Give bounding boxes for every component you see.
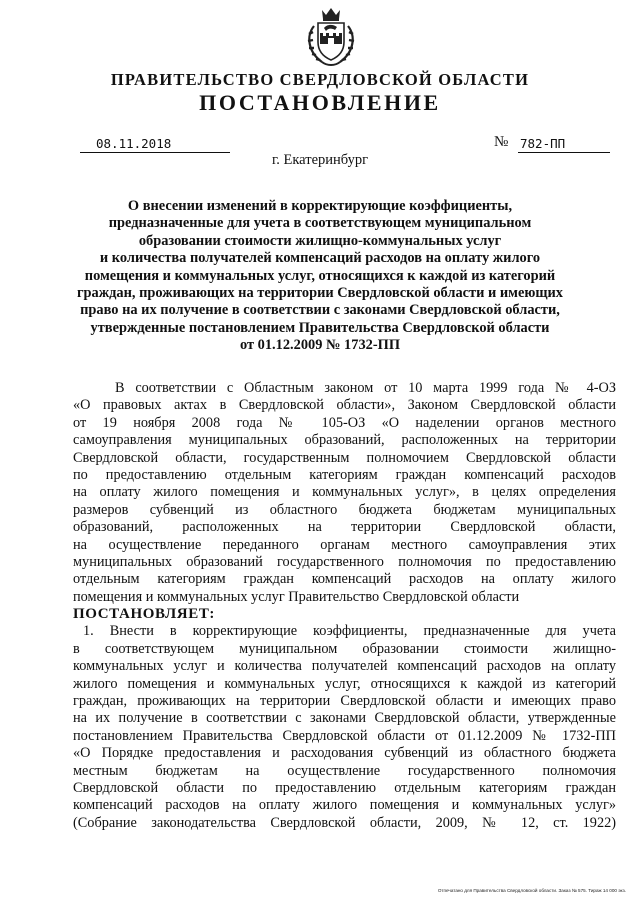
- item-line: коммунальных услуг и количества получателей компенсаций расходов на оплату: [73, 658, 616, 675]
- document-number: 782-ПП: [518, 136, 610, 153]
- title-line: право на их получение в соответствии с законами Свердловской области,: [80, 302, 560, 319]
- body-line: отдельным категориям граждан компенсаций расходов на оплату жилого: [73, 571, 616, 588]
- document-date: 08.11.2018: [80, 136, 230, 153]
- body-line: Свердловской области, государственным полномочием Свердловской области: [73, 449, 616, 466]
- item-line: 1. Внести в корректирующие коэффициенты, предназначенные для учета: [83, 623, 616, 640]
- document-number-label: №: [494, 134, 509, 150]
- item-line: Свердловской области по предоставлению отдельным категориям граждан: [73, 779, 616, 796]
- item-line: жилого помещения и коммунальных услуг, относящихся к каждой из категорий: [73, 675, 616, 692]
- title-line: О внесении изменений в корректирующие коэффициенты,: [127, 198, 513, 214]
- document-type: ПОСТАНОВЛЕНИЕ: [199, 90, 441, 115]
- document-body: [73, 380, 616, 832]
- item-line: «О Порядке предоставления и расходования субвенций из областного бюджета: [73, 745, 616, 762]
- print-imprint: Отпечатано для Правительства Свердловской области. Заказ № 575. Тираж 14 000 экз.: [437, 888, 626, 893]
- item-line: компенсаций расходов на оплату жилого помещения и коммунальных услуг»: [73, 797, 616, 814]
- body-line: по предоставлению отдельным категориям граждан компенсаций расходов: [73, 466, 616, 483]
- title-line: предназначенные для учета в соответствующем муниципальном: [108, 215, 532, 232]
- coat-of-arms-icon: [300, 6, 362, 68]
- title-line: утвержденные постановлением Правительства Свердловской области: [90, 319, 550, 336]
- body-line: на оплату жилого помещения и коммунальных услуг», в целях определения: [73, 484, 616, 501]
- title-line: и количества получателей компенсаций расходов на оплату жилого: [99, 250, 541, 267]
- document-city: г. Екатеринбург: [271, 152, 369, 168]
- document-title: [70, 198, 570, 355]
- title-line: граждан, проживающих на территории Свердловской области и имеющих: [76, 285, 563, 302]
- body-line: размеров субвенций из областного бюджета бюджетам муниципальных: [73, 501, 616, 518]
- government-name: ПРАВИТЕЛЬСТВО СВЕРДЛОВСКОЙ ОБЛАСТИ: [110, 70, 530, 89]
- resolves-heading: ПОСТАНОВЛЯЕТ:: [73, 606, 216, 623]
- body-line: образований, расположенных на территории Свердловской области,: [73, 519, 616, 536]
- item-line: на их получение в соответствии с законами Свердловской области, утвержденные: [73, 710, 616, 727]
- body-line: самоуправления муниципальных образований, расположенных на территории: [73, 432, 616, 449]
- item-line: постановлением Правительства Свердловской области от 01.12.2009 № 1732-ПП: [73, 727, 616, 744]
- title-line: помещения и коммунальных услуг, относящихся к каждой из категорий: [84, 267, 556, 284]
- title-line: от 01.12.2009 № 1732-ПП: [239, 337, 401, 354]
- body-line: помещения и коммунальных услуг Правительство Свердловской области: [73, 588, 520, 605]
- item-line: местным бюджетам на осуществление государственного полномочия: [73, 762, 616, 779]
- body-line: «О правовых актах в Свердловской области», Законом Свердловской области: [73, 397, 616, 414]
- body-line: муниципальных образований государственного полномочия по предоставлению: [73, 553, 616, 570]
- item-line: граждан, проживающих на территории Свердловской области и имеющих право: [73, 693, 616, 710]
- body-line: на осуществление переданного органам местного самоуправления этих: [73, 536, 616, 553]
- body-line: от 19 ноября 2008 года № 105-ОЗ «О наделении органов местного: [73, 414, 616, 431]
- body-line: В соответствии с Областным законом от 10 марта 1999 года № 4-ОЗ: [115, 380, 616, 396]
- title-line: образовании стоимости жилищно-коммунальных услуг: [138, 232, 502, 249]
- item-line: (Собрание законодательства Свердловской области, 2009, № 12, ст. 1922): [73, 814, 616, 831]
- item-line: в соответствующем муниципальном образовании стоимости жилищно-: [73, 640, 616, 657]
